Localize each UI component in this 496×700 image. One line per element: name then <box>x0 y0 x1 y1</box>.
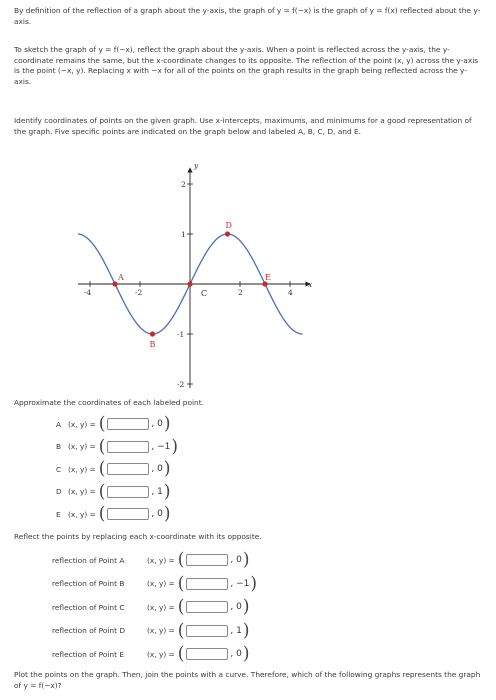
x-coordinate-input[interactable] <box>107 418 149 430</box>
close-paren: ) <box>163 458 171 480</box>
point-label: reflection of Point A <box>52 555 125 565</box>
known-y-coordinate: , 1 <box>230 625 242 636</box>
known-y-coordinate: , 0 <box>151 464 163 474</box>
intro-paragraph <box>14 6 484 27</box>
answer-row <box>56 483 172 501</box>
known-y-coordinate: , 1 <box>151 486 163 497</box>
open-paren: ( <box>98 481 106 502</box>
answer-row <box>52 645 251 663</box>
open-paren: ( <box>98 503 106 525</box>
answer-row <box>56 415 172 433</box>
known-y-coordinate: , 0 <box>151 509 163 519</box>
identify-text: Identify coordinates of points on the given graph. Use x-intercepts, maximums, and minimums for a good representation of the graph. Five specific points are indicated on the graph below and labeled A, B, C, D, and E. <box>14 116 472 136</box>
coordinate-expression: (x, y) = <box>68 419 96 429</box>
answer-row <box>52 622 251 640</box>
approximate-heading-text: Approximate the coordinates of each labeled point. <box>14 398 204 407</box>
point-e-label: E <box>265 273 271 282</box>
point-a-label: A <box>118 273 124 282</box>
point-label: reflection of Point D <box>52 626 126 635</box>
x-coordinate-input[interactable] <box>107 508 149 520</box>
coordinate-expression: (x, y) = <box>68 487 96 496</box>
open-paren: ( <box>177 596 185 618</box>
point-e-marker <box>262 281 267 286</box>
point-label: A <box>56 419 62 429</box>
point-a-marker <box>112 281 117 286</box>
x-tick-label: -4 <box>84 288 92 297</box>
y-tick-label: -2 <box>177 380 185 389</box>
close-paren: ) <box>242 549 250 571</box>
open-paren: ( <box>98 436 106 457</box>
y-axis-label: y <box>194 161 199 170</box>
x-coordinate-input[interactable] <box>186 554 228 566</box>
point-b-marker <box>150 331 155 336</box>
coordinate-expression: (x, y) = <box>68 464 96 474</box>
point-label: C <box>56 464 62 474</box>
answer-row <box>56 460 172 478</box>
point-label: D <box>56 487 62 496</box>
approximate-heading <box>14 398 484 409</box>
close-paren: ) <box>163 503 171 525</box>
intro-text: By definition of the reflection of a graph about the y-axis, the graph of y = f(−x) is the graph of y = f(x) reflected about the y-axis. <box>14 6 481 26</box>
x-coordinate-input[interactable] <box>186 625 228 637</box>
open-paren: ( <box>177 573 185 594</box>
known-y-coordinate: , −1 <box>230 578 250 589</box>
reflect-heading <box>14 532 484 543</box>
x-tick-label: -2 <box>135 288 143 297</box>
point-label: reflection of Point C <box>52 602 125 612</box>
coordinate-expression: (x, y) = <box>147 579 175 588</box>
x-coordinate-input[interactable] <box>186 578 228 590</box>
point-label: reflection of Point E <box>52 649 125 659</box>
point-d-label: D <box>225 221 232 230</box>
answer-row <box>52 551 251 569</box>
open-paren: ( <box>98 458 106 480</box>
point-d-marker <box>225 231 230 236</box>
point-label: B <box>56 442 62 451</box>
point-b-label: B <box>149 340 156 349</box>
identify-paragraph <box>14 116 484 137</box>
open-paren: ( <box>177 549 185 571</box>
close-paren: ) <box>163 481 171 502</box>
x-tick-label: 4 <box>288 288 293 297</box>
x-coordinate-input[interactable] <box>186 648 228 660</box>
close-paren: ) <box>242 620 250 641</box>
close-paren: ) <box>171 436 179 457</box>
coordinate-expression: (x, y) = <box>68 442 96 451</box>
point-label: E <box>56 509 61 519</box>
close-paren: ) <box>242 643 250 665</box>
x-coordinate-input[interactable] <box>107 463 149 475</box>
point-c-label: C <box>201 289 208 298</box>
known-y-coordinate: , −1 <box>151 441 171 452</box>
x-axis-label: x <box>308 280 313 289</box>
plot-text: Plot the points on the graph. Then, join the points with a curve. Therefore, which of the following graphs represents the graph of y = f(−x)? <box>14 670 481 690</box>
open-paren: ( <box>177 620 185 641</box>
known-y-coordinate: , 0 <box>230 602 242 612</box>
y-tick-label: 2 <box>181 180 186 189</box>
close-paren: ) <box>250 573 258 594</box>
sketch-text: To sketch the graph of y = f(−x), reflect the graph about the y-axis. When a point is reflected across the y-axis, the y-coordinate remains the same, but the x-coordinate changes to its opposite. The reflection of the point (x, y) across the y-axis is the point (−x, y). Replacing x with −x for all of the points on the graph results in the graph being reflected across the y-axis. <box>14 45 479 86</box>
known-y-coordinate: , 0 <box>151 419 163 429</box>
close-paren: ) <box>163 413 171 435</box>
open-paren: ( <box>177 643 185 665</box>
answer-row <box>52 598 251 616</box>
answer-row <box>52 575 258 593</box>
known-y-coordinate: , 0 <box>230 555 242 565</box>
known-y-coordinate: , 0 <box>230 649 242 659</box>
point-c-marker <box>187 281 192 286</box>
coordinate-expression: (x, y) = <box>147 555 175 565</box>
coordinate-expression: (x, y) = <box>147 649 175 659</box>
function-graph <box>78 158 328 398</box>
plot-paragraph <box>14 670 484 691</box>
labeled-points <box>112 221 271 349</box>
coordinate-expression: (x, y) = <box>147 626 175 635</box>
answer-row <box>56 505 172 523</box>
reflect-heading-text: Reflect the points by replacing each x-coordinate with its opposite. <box>14 532 262 541</box>
open-paren: ( <box>98 413 106 435</box>
close-paren: ) <box>242 596 250 618</box>
answer-row <box>56 438 179 456</box>
x-coordinate-input[interactable] <box>107 441 149 453</box>
x-tick-label: 2 <box>238 288 243 297</box>
y-tick-label: -1 <box>177 330 185 339</box>
point-label: reflection of Point B <box>52 579 125 588</box>
x-coordinate-input[interactable] <box>186 601 228 613</box>
coordinate-expression: (x, y) = <box>147 602 175 612</box>
sketch-paragraph <box>14 45 484 87</box>
x-coordinate-input[interactable] <box>107 486 149 498</box>
coordinate-expression: (x, y) = <box>68 509 96 519</box>
y-tick-label: 1 <box>181 230 186 239</box>
